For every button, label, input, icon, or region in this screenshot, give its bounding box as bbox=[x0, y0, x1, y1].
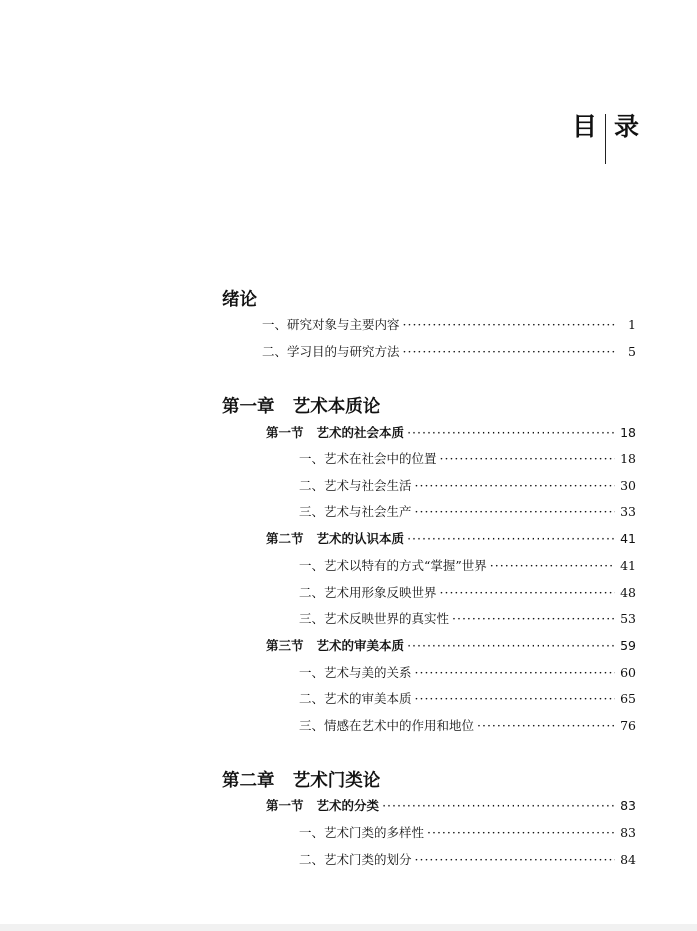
page-number: 18 bbox=[620, 425, 636, 440]
page-title bbox=[572, 112, 639, 164]
toc-entry-1-3-2[interactable]: 二、艺术的审美本质 ····· 65 bbox=[299, 690, 636, 708]
toc-section-1-2[interactable]: 第二节 艺术的认识本质 ····· 41 bbox=[266, 530, 636, 548]
leader-dots bbox=[415, 477, 615, 495]
page-number: 83 bbox=[620, 825, 636, 840]
toc-entry-intro-1[interactable]: 一、研究对象与主要内容 ····· 1 bbox=[262, 316, 636, 334]
page-number: 41 bbox=[620, 558, 636, 573]
toc-section-2-1[interactable]: 第一节 艺术的分类 ····· 83 bbox=[266, 797, 636, 815]
page-number: 53 bbox=[620, 611, 636, 626]
leader-dots bbox=[407, 424, 615, 442]
page-number: 41 bbox=[620, 531, 636, 546]
toc-entry-1-1-2[interactable]: 二、艺术与社会生活 ····· 30 bbox=[299, 477, 636, 495]
title-char-1: 目 bbox=[572, 112, 598, 141]
leader-dots bbox=[403, 316, 615, 334]
leader-dots bbox=[452, 610, 615, 628]
leader-dots bbox=[440, 584, 615, 602]
page-number: 83 bbox=[620, 798, 636, 813]
toc-entry-1-2-2[interactable]: 二、艺术用形象反映世界 ····· 48 bbox=[299, 584, 636, 602]
leader-dots bbox=[477, 717, 615, 735]
intro-heading[interactable]: 绪论 bbox=[222, 290, 257, 310]
page-bottom-edge bbox=[0, 924, 697, 931]
page-number: 5 bbox=[628, 344, 636, 359]
leader-dots bbox=[440, 450, 615, 468]
page-number: 33 bbox=[620, 504, 636, 519]
page-number: 18 bbox=[620, 451, 636, 466]
leader-dots bbox=[382, 797, 615, 815]
toc-section-1-1[interactable]: 第一节 艺术的社会本质 ····· 18 bbox=[266, 424, 636, 442]
page-number: 84 bbox=[620, 852, 636, 867]
page-number: 65 bbox=[620, 691, 636, 706]
leader-dots bbox=[415, 851, 615, 869]
toc-entry-1-3-1[interactable]: 一、艺术与美的关系 ····· 60 bbox=[299, 664, 636, 682]
toc-section-1-3[interactable]: 第三节 艺术的审美本质 ····· 59 bbox=[266, 637, 636, 655]
leader-dots bbox=[415, 503, 615, 521]
leader-dots bbox=[415, 664, 615, 682]
leader-dots bbox=[490, 557, 615, 575]
leader-dots bbox=[427, 824, 615, 842]
page-number: 1 bbox=[628, 317, 636, 332]
chapter1-heading[interactable]: 第一章 艺术本质论 bbox=[222, 397, 381, 417]
chapter2-heading[interactable]: 第二章 艺术门类论 bbox=[222, 771, 381, 791]
toc-entry-intro-2[interactable]: 二、学习目的与研究方法 ····· 5 bbox=[262, 343, 636, 361]
toc-entry-1-2-3[interactable]: 三、艺术反映世界的真实性 ····· 53 bbox=[299, 610, 636, 628]
leader-dots bbox=[407, 530, 615, 548]
toc-entry-1-2-1[interactable]: 一、艺术以特有的方式“掌握”世界 ····· 41 bbox=[299, 557, 636, 575]
page-number: 59 bbox=[620, 638, 636, 653]
title-divider bbox=[605, 114, 606, 164]
toc-entry-1-3-3[interactable]: 三、情感在艺术中的作用和地位 ····· 76 bbox=[299, 717, 636, 735]
toc-entry-2-1-2[interactable]: 二、艺术门类的划分 ····· 84 bbox=[299, 851, 636, 869]
page-number: 60 bbox=[620, 665, 636, 680]
toc-entry-2-1-1[interactable]: 一、艺术门类的多样性 ····· 83 bbox=[299, 824, 636, 842]
leader-dots bbox=[403, 343, 615, 361]
page-number: 48 bbox=[620, 585, 636, 600]
toc-entry-1-1-1[interactable]: 一、艺术在社会中的位置 ····· 18 bbox=[299, 450, 636, 468]
page-number: 30 bbox=[620, 478, 636, 493]
leader-dots bbox=[407, 637, 615, 655]
page-number: 76 bbox=[620, 718, 636, 733]
toc-entry-1-1-3[interactable]: 三、艺术与社会生产 ····· 33 bbox=[299, 503, 636, 521]
leader-dots bbox=[415, 690, 615, 708]
title-char-2: 录 bbox=[614, 112, 640, 141]
